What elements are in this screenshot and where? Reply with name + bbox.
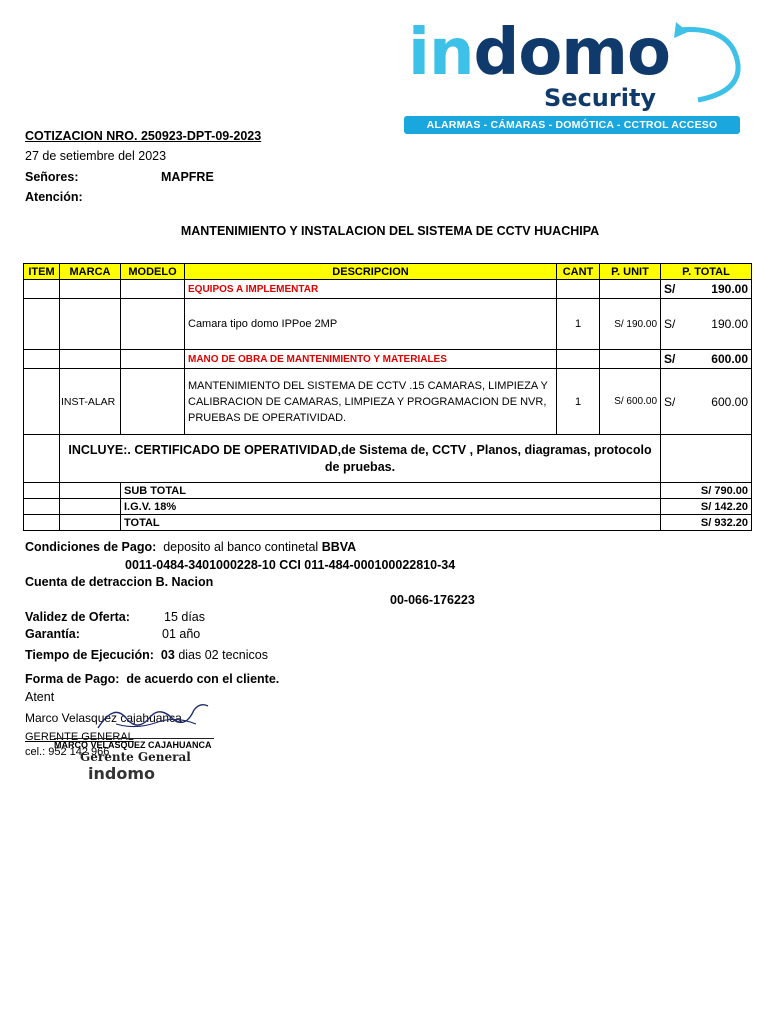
table-row: Camara tipo domo IPPoe 2MP 1 S/ 190.00 S/ 190.00 — [24, 299, 752, 350]
signer-role: GERENTE GENERAL — [25, 731, 134, 743]
tiempo-ejecucion: Tiempo de Ejecución: 03 dias 02 tecnicos — [25, 648, 268, 662]
row2-cant: 1 — [557, 369, 600, 435]
atent-text: Atent — [25, 690, 55, 704]
igv-label: I.G.V. 18% — [121, 499, 661, 515]
row2-descripcion: MANTENIMIENTO DEL SISTEMA DE CCTV .15 CAMARAS, LIMPIEZA Y CALIBRACION DE CAMARAS, LIMPIEZA Y PROGRAMACION DE NVR, PRUEBAS DE OPERATIVIDAD. — [185, 369, 557, 435]
section2-title: MANO DE OBRA DE MANTENIMIENTO Y MATERIALES — [188, 354, 447, 365]
condiciones-pago: Condiciones de Pago: deposito al banco continetal BBVA — [25, 540, 357, 554]
document-title: MANTENIMIENTO Y INSTALACION DEL SISTEMA DE CCTV HUACHIPA — [180, 224, 600, 238]
logo-wordmark — [408, 18, 670, 88]
igv-row — [24, 499, 752, 515]
stamp-name: MARCO VELASQUEZ CAJAHUANCA — [54, 738, 214, 750]
subtotal-value: S/ 790.00 — [661, 483, 752, 499]
logo-word-right: domo — [473, 16, 670, 90]
row2-ptotal: 600.00 — [711, 394, 748, 409]
section1-title: EQUIPOS A IMPLEMENTAR — [188, 284, 319, 295]
signer-name: Marco Velasquez cajahuanca — [25, 711, 182, 725]
company-logo — [408, 14, 750, 138]
total-label: TOTAL — [121, 515, 661, 531]
row2-marca: INST-ALAR — [60, 369, 121, 435]
forma-pago: Forma de Pago: de acuerdo con el cliente. — [25, 672, 280, 686]
signer-cel: cel.: 952 142 966 — [25, 746, 110, 758]
stamp-logo: indomo — [88, 764, 155, 783]
validez-value: 15 días — [164, 610, 206, 624]
quote-number: COTIZACION NRO. 250923-DPT-09-2023 — [25, 129, 262, 143]
row1-ptotal: 190.00 — [711, 317, 748, 331]
header-cant: CANT — [557, 264, 600, 280]
logo-word-left: in — [408, 16, 474, 90]
senores-value: MAPFRE — [161, 170, 214, 184]
incluye-row — [24, 435, 752, 483]
atencion-label: Atención: — [25, 190, 83, 204]
garantia-label: Garantía: — [25, 627, 80, 641]
header-descripcion: DESCRIPCION — [185, 264, 557, 280]
detraccion-label: Cuenta de detraccion B. Nacion — [25, 575, 214, 589]
quote-date: 27 de setiembre del 2023 — [25, 149, 167, 163]
table-header-row — [24, 264, 752, 280]
row1-descripcion: Camara tipo domo IPPoe 2MP — [185, 299, 557, 350]
section2-total: 600.00 — [711, 352, 748, 366]
header-marca: MARCA — [60, 264, 121, 280]
igv-value: S/ 142.20 — [661, 499, 752, 515]
row2-punit: S/ 600.00 — [600, 369, 661, 435]
logo-tagline: ALARMAS - CÁMARAS - DOMÓTICA - CCTROL ACCESO — [404, 116, 740, 134]
section1-currency: S/ — [664, 282, 676, 296]
total-value: S/ 932.20 — [661, 515, 752, 531]
detraccion-value: 00-066-176223 — [390, 593, 475, 607]
quote-table — [23, 263, 752, 531]
company-stamp — [50, 738, 210, 794]
logo-subtitle: Security — [544, 84, 657, 112]
logo-arc-icon — [658, 20, 744, 106]
subtotal-label: SUB TOTAL — [121, 483, 661, 499]
section2-currency: S/ — [664, 352, 676, 366]
validez-label: Validez de Oferta: — [25, 610, 130, 624]
header-item: ITEM — [24, 264, 60, 280]
header-ptotal: P. TOTAL — [661, 264, 752, 280]
subtotal-row — [24, 483, 752, 499]
senores-label: Señores: — [25, 170, 79, 184]
table-row: INST-ALAR MANTENIMIENTO DEL SISTEMA DE CCTV .15 CAMARAS, LIMPIEZA Y CALIBRACION DE CAMARAS, LIMPIEZA Y PROGRAMACION DE NVR, PRUEBAS DE OPERATIVIDAD. 1 S/ 600.00 S/ 600.00 — [24, 369, 752, 435]
row1-cant: 1 — [557, 299, 600, 350]
section-row-mano-obra — [24, 350, 752, 369]
incluye-text: INCLUYE:. CERTIFICADO DE OPERATIVIDAD,de Sistema de, CCTV , Planos, diagramas, protocolo de pruebas. — [60, 435, 661, 483]
total-row — [24, 515, 752, 531]
header-modelo: MODELO — [121, 264, 185, 280]
bank-accounts: 0011-0484-3401000228-10 CCI 011-484-000100022810-34 — [125, 558, 456, 572]
handwritten-signature-icon — [96, 698, 216, 738]
stamp-role: Gerente General — [80, 750, 191, 764]
row1-punit: S/ 190.00 — [600, 299, 661, 350]
section-row-equipos — [24, 280, 752, 299]
header-punit: P. UNIT — [600, 264, 661, 280]
garantia-value: 01 año — [162, 627, 201, 641]
section1-total: 190.00 — [711, 282, 748, 296]
